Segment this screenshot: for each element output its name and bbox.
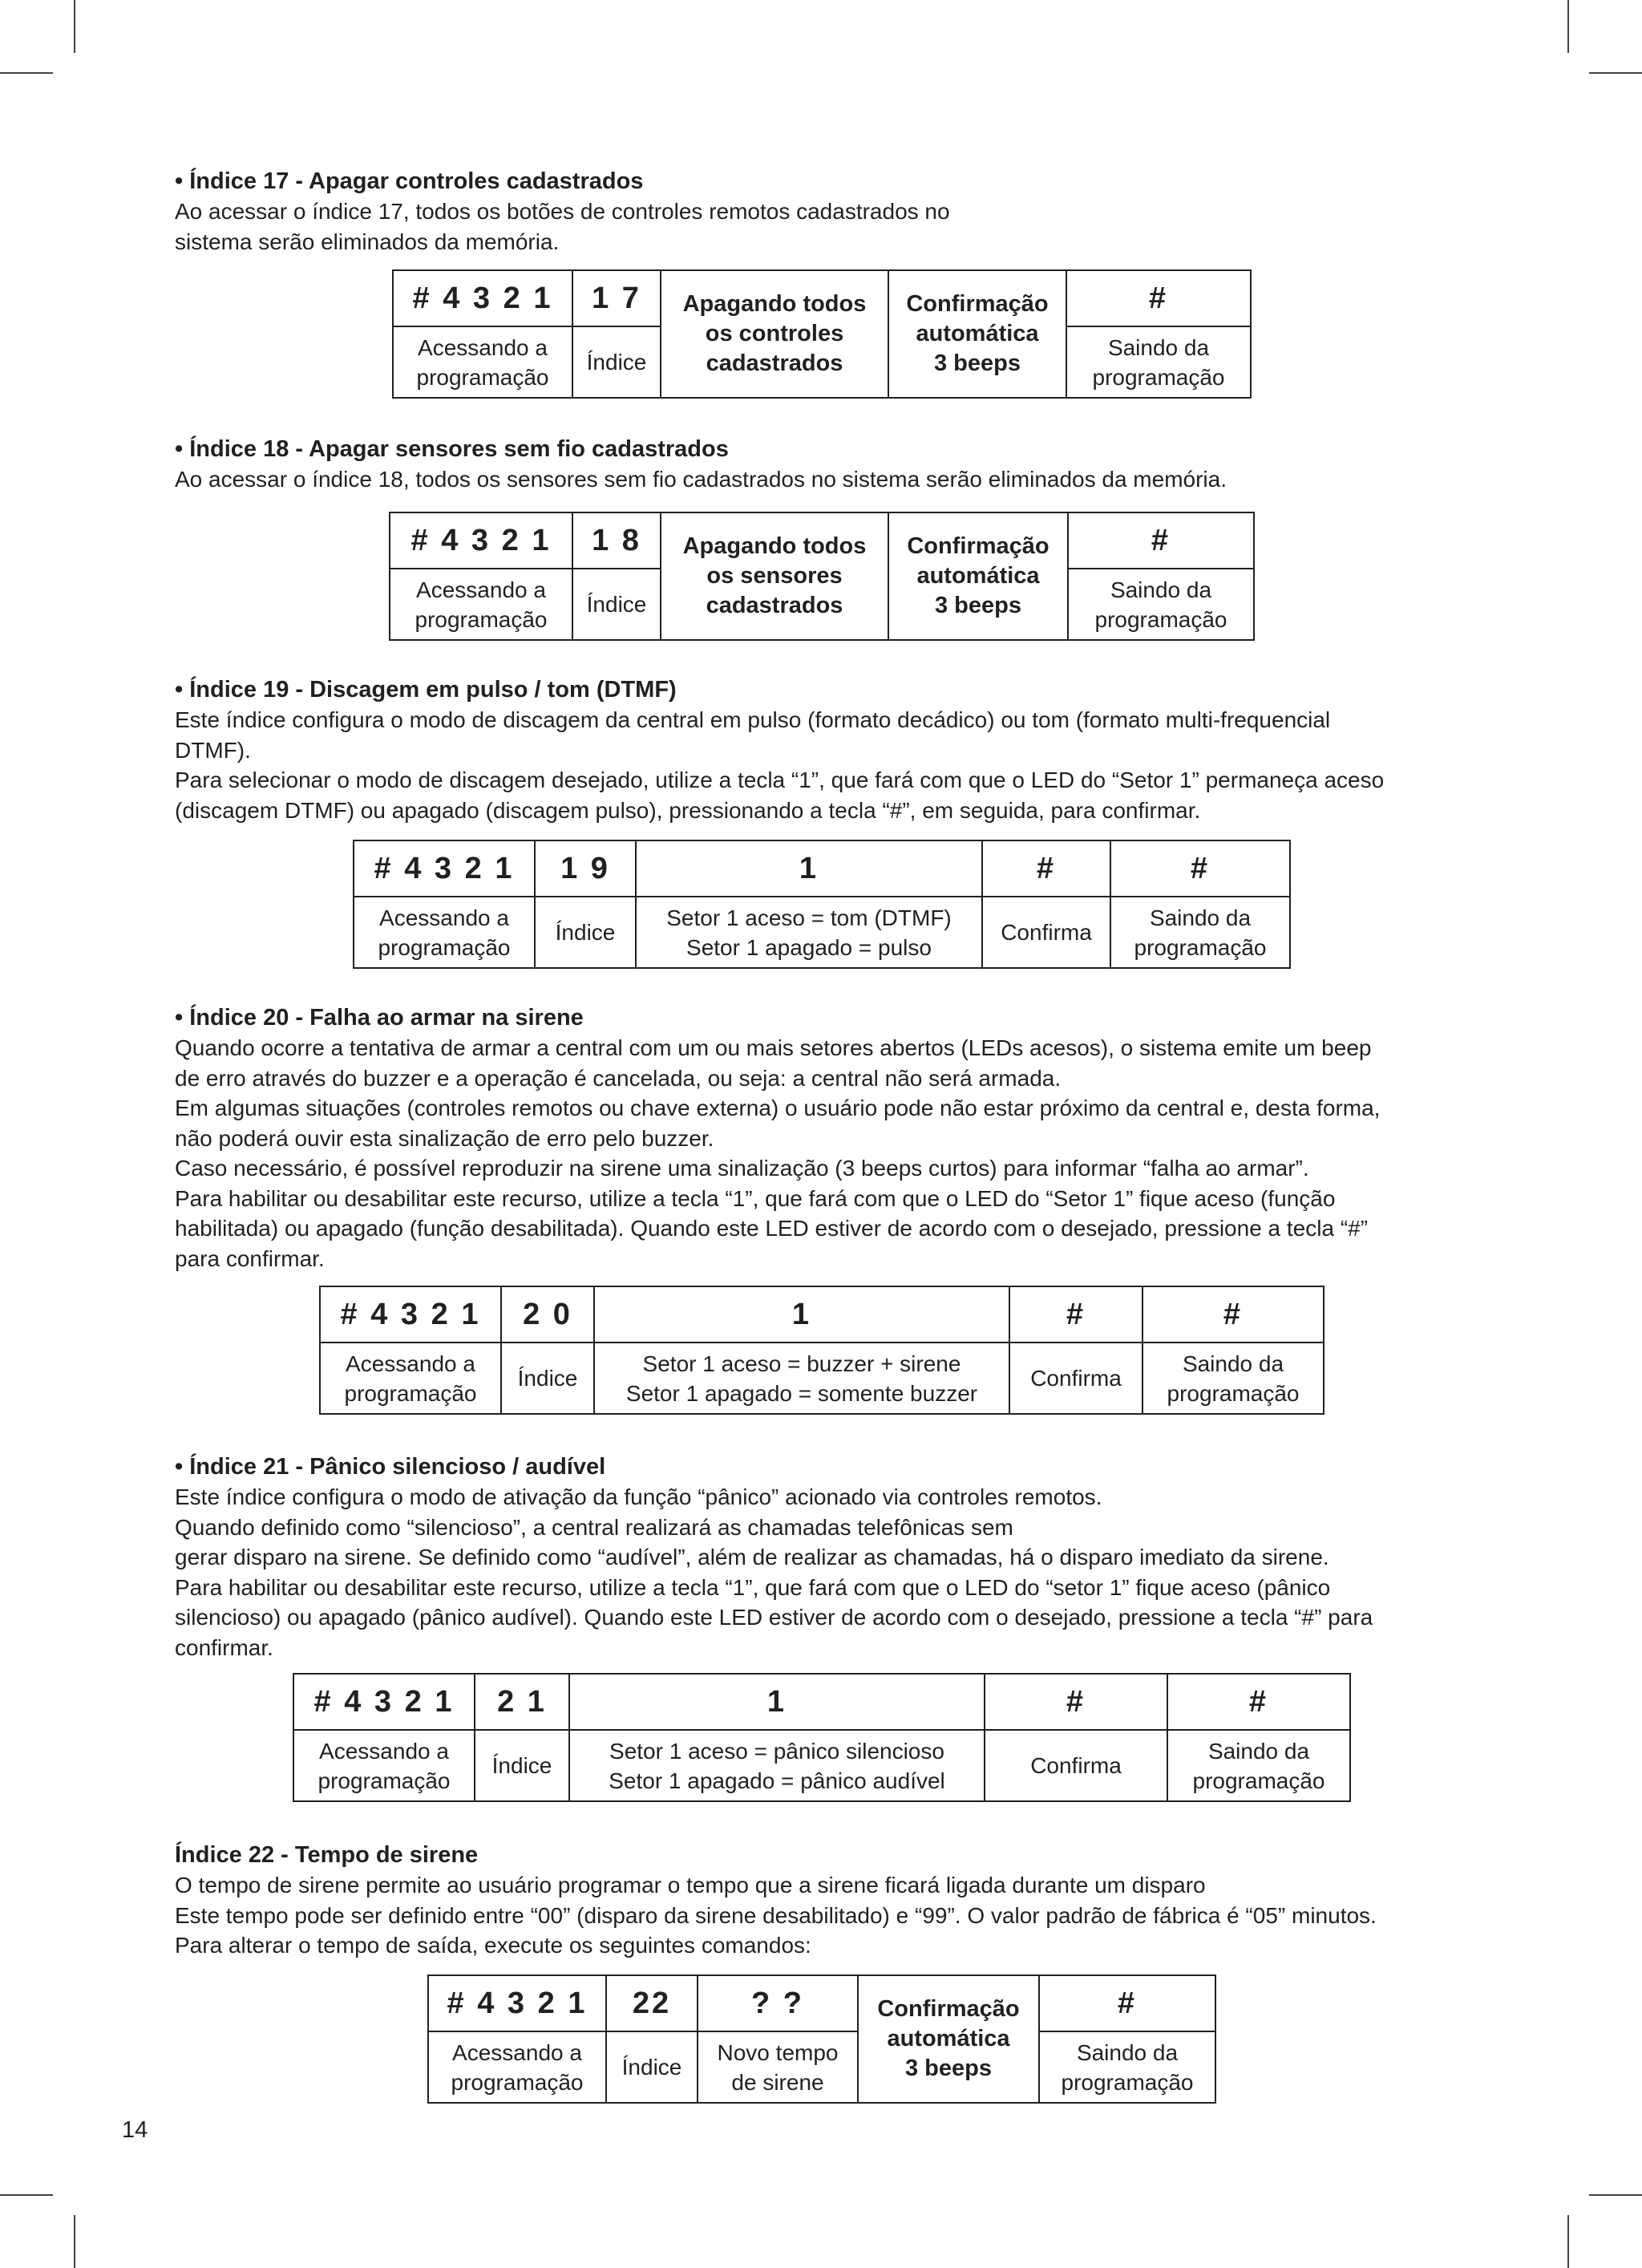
exit-key-cell: #: [1167, 1674, 1350, 1730]
section-paragraph: O tempo de sirene permite ao usuário programar o tempo que a sirene ficará ligada durante um disparo: [175, 1873, 1206, 1897]
exit-caption: Saindo da programação: [1167, 1730, 1350, 1801]
section-paragraph: confirmar.: [175, 1634, 273, 1660]
section-paragraph: não poderá ouvir esta sinalização de erro pelo buzzer.: [175, 1125, 714, 1151]
code-cell: # 4 3 2 1: [393, 270, 572, 326]
key-cell: 1: [594, 1286, 1009, 1343]
section-heading: • Índice 21 - Pânico silencioso / audível: [175, 1454, 606, 1480]
section-paragraph: Para alterar o tempo de saída, execute os seguintes comandos:: [175, 1933, 811, 1958]
crop-mark: [74, 2215, 75, 2268]
code-caption: Acessando a programação: [320, 1343, 501, 1414]
key-cell: 1: [569, 1674, 985, 1730]
command-table-21: [293, 1673, 1351, 1802]
section-paragraph: Quando definido como “silencioso”, a central realizará as chamadas telefônicas sem: [175, 1514, 1013, 1540]
exit-caption: Saindo da programação: [1068, 569, 1254, 640]
exit-caption: Saindo da programação: [1110, 897, 1290, 968]
section-paragraph: Caso necessário, é possível reproduzir na sirene uma sinalização (3 beeps curtos) para informar “falha ao armar”.: [175, 1156, 1309, 1181]
index-cell: 1 9: [535, 840, 636, 897]
code-cell: # 4 3 2 1: [390, 512, 572, 569]
section-paragraph: Em algumas situações (controles remotos ou chave externa) o usuário pode não estar próximo da central e, desta forma,: [175, 1096, 1381, 1120]
command-table-19: [353, 840, 1291, 969]
crop-mark: [1567, 0, 1569, 53]
section-paragraph: sistema serão eliminados da memória.: [175, 229, 560, 254]
section-paragraph: DTMF).: [175, 737, 251, 763]
confirm-caption: Confirma: [985, 1730, 1167, 1801]
section-indice-20: [175, 1003, 1474, 1274]
index-cell: 1 8: [572, 512, 661, 569]
section-indice-22: [175, 1841, 1474, 1961]
section-paragraph: Este tempo pode ser definido entre “00” (disparo da sirene desabilitado) e “99”. O valor padrão de fábrica é “05” minutos.: [175, 1902, 1377, 1928]
section-indice-19: [175, 675, 1474, 825]
value-caption: Novo tempo de sirene: [698, 2031, 858, 2103]
section-indice-18: [175, 435, 1474, 495]
index-cell: 2 1: [475, 1674, 569, 1730]
index-caption: Índice: [535, 897, 636, 968]
index-caption: Índice: [475, 1730, 569, 1801]
section-indice-21: [175, 1452, 1474, 1663]
key-caption: Setor 1 aceso = buzzer + sirene Setor 1 apagado = somente buzzer: [594, 1343, 1009, 1414]
exit-key-cell: #: [1143, 1286, 1324, 1343]
section-paragraph: Ao acessar o índice 18, todos os sensores sem fio cadastrados no sistema serão eliminados da memória.: [175, 467, 1227, 492]
section-heading: • Índice 18 - Apagar sensores sem fio cadastrados: [175, 436, 729, 462]
section-paragraph: (discagem DTMF) ou apagado (discagem pulso), pressionando a tecla “#”, em seguida, para confirmar.: [175, 797, 1201, 823]
index-caption: Índice: [606, 2031, 698, 2103]
code-caption: Acessando a programação: [354, 897, 535, 968]
section-paragraph: Quando ocorre a tentativa de armar a central com um ou mais setores abertos (LEDs acesos), o sistema emite um beep: [175, 1035, 1372, 1060]
section-paragraph: habilitada) ou apagado (função desabilitada). Quando este LED estiver de acordo com o desejado, pressione a tecla “#”: [175, 1216, 1369, 1241]
section-heading: • Índice 17 - Apagar controles cadastrados: [175, 168, 644, 194]
command-table-20: [319, 1286, 1325, 1415]
section-paragraph: Para habilitar ou desabilitar este recurso, utilize a tecla “1”, que fará com que o LED do “Setor 1” fique aceso (função: [175, 1185, 1336, 1211]
exit-caption: Saindo da programação: [1039, 2031, 1215, 2103]
section-paragraph: Para selecionar o modo de discagem desejado, utilize a tecla “1”, que fará com que o LED do “Setor 1” permaneça aceso: [175, 767, 1385, 792]
exit-caption: Saindo da programação: [1143, 1343, 1324, 1414]
action-cell: Apagando todos os sensores cadastrados: [661, 512, 888, 640]
section-paragraph: para confirmar.: [175, 1245, 325, 1271]
command-table-22: [427, 1974, 1216, 2104]
section-paragraph: de erro através do buzzer e a operação é cancelada, ou seja: a central não será armada.: [175, 1065, 1062, 1091]
crop-mark: [0, 2194, 53, 2196]
exit-key-cell: #: [1068, 512, 1254, 569]
command-table-18: [389, 512, 1255, 641]
value-cell: ? ?: [698, 1975, 858, 2031]
section-paragraph: gerar disparo na sirene. Se definido como “audível”, além de realizar as chamadas, há o disparo imediato da sirene.: [175, 1545, 1329, 1569]
index-cell: 1 7: [572, 270, 661, 326]
crop-mark: [1589, 2194, 1642, 2196]
section-paragraph: Este índice configura o modo de ativação da função “pânico” acionado via controles remotos.: [175, 1484, 1102, 1509]
exit-key-cell: #: [1110, 840, 1290, 897]
index-cell: 2 0: [501, 1286, 594, 1343]
index-caption: Índice: [572, 326, 661, 398]
action-cell: Apagando todos os controles cadastrados: [661, 270, 888, 398]
section-heading: Índice 22 - Tempo de sirene: [175, 1842, 479, 1868]
confirm-caption: Confirma: [1009, 1343, 1143, 1414]
code-caption: Acessando a programação: [428, 2031, 606, 2103]
key-caption: Setor 1 aceso = pânico silencioso Setor 1 apagado = pânico audível: [569, 1730, 985, 1801]
crop-mark: [0, 72, 53, 74]
page-number: 14: [122, 2117, 148, 2143]
index-caption: Índice: [501, 1343, 594, 1414]
command-table-17: [392, 269, 1252, 399]
crop-mark: [1567, 2215, 1569, 2268]
code-cell: # 4 3 2 1: [293, 1674, 475, 1730]
confirm-key-cell: #: [1009, 1286, 1143, 1343]
index-cell: 22: [606, 1975, 698, 2031]
crop-mark: [1589, 72, 1642, 74]
confirm-caption: Confirma: [982, 897, 1110, 968]
confirmation-cell: Confirmação automática 3 beeps: [888, 270, 1066, 398]
confirm-key-cell: #: [982, 840, 1110, 897]
section-heading: • Índice 19 - Discagem em pulso / tom (DTMF): [175, 677, 677, 703]
crop-mark: [74, 0, 75, 53]
exit-key-cell: #: [1039, 1975, 1215, 2031]
section-paragraph: Ao acessar o índice 17, todos os botões de controles remotos cadastrados no: [175, 199, 950, 224]
confirmation-cell: Confirmação automática 3 beeps: [888, 512, 1068, 640]
key-caption: Setor 1 aceso = tom (DTMF) Setor 1 apagado = pulso: [636, 897, 982, 968]
section-indice-17: [175, 167, 1474, 257]
key-cell: 1: [636, 840, 982, 897]
exit-key-cell: #: [1066, 270, 1251, 326]
confirm-key-cell: #: [985, 1674, 1167, 1730]
code-cell: # 4 3 2 1: [320, 1286, 501, 1343]
confirmation-cell: Confirmação automática 3 beeps: [858, 1975, 1039, 2103]
section-heading: • Índice 20 - Falha ao armar na sirene: [175, 1005, 584, 1031]
section-paragraph: Para habilitar ou desabilitar este recurso, utilize a tecla “1”, que fará com que o LED do “setor 1” fique aceso (pânico: [175, 1574, 1331, 1600]
exit-caption: Saindo da programação: [1066, 326, 1251, 398]
index-caption: Índice: [572, 569, 661, 640]
code-cell: # 4 3 2 1: [428, 1975, 606, 2031]
code-caption: Acessando a programação: [390, 569, 572, 640]
code-cell: # 4 3 2 1: [354, 840, 535, 897]
code-caption: Acessando a programação: [293, 1730, 475, 1801]
section-paragraph: silencioso) ou apagado (pânico audível). Quando este LED estiver de acordo com o desejado, pressione a tecla “#” para: [175, 1605, 1373, 1630]
section-paragraph: Este índice configura o modo de discagem da central em pulso (formato decádico) ou tom (formato multi-frequencial: [175, 707, 1331, 732]
code-caption: Acessando a programação: [393, 326, 572, 398]
